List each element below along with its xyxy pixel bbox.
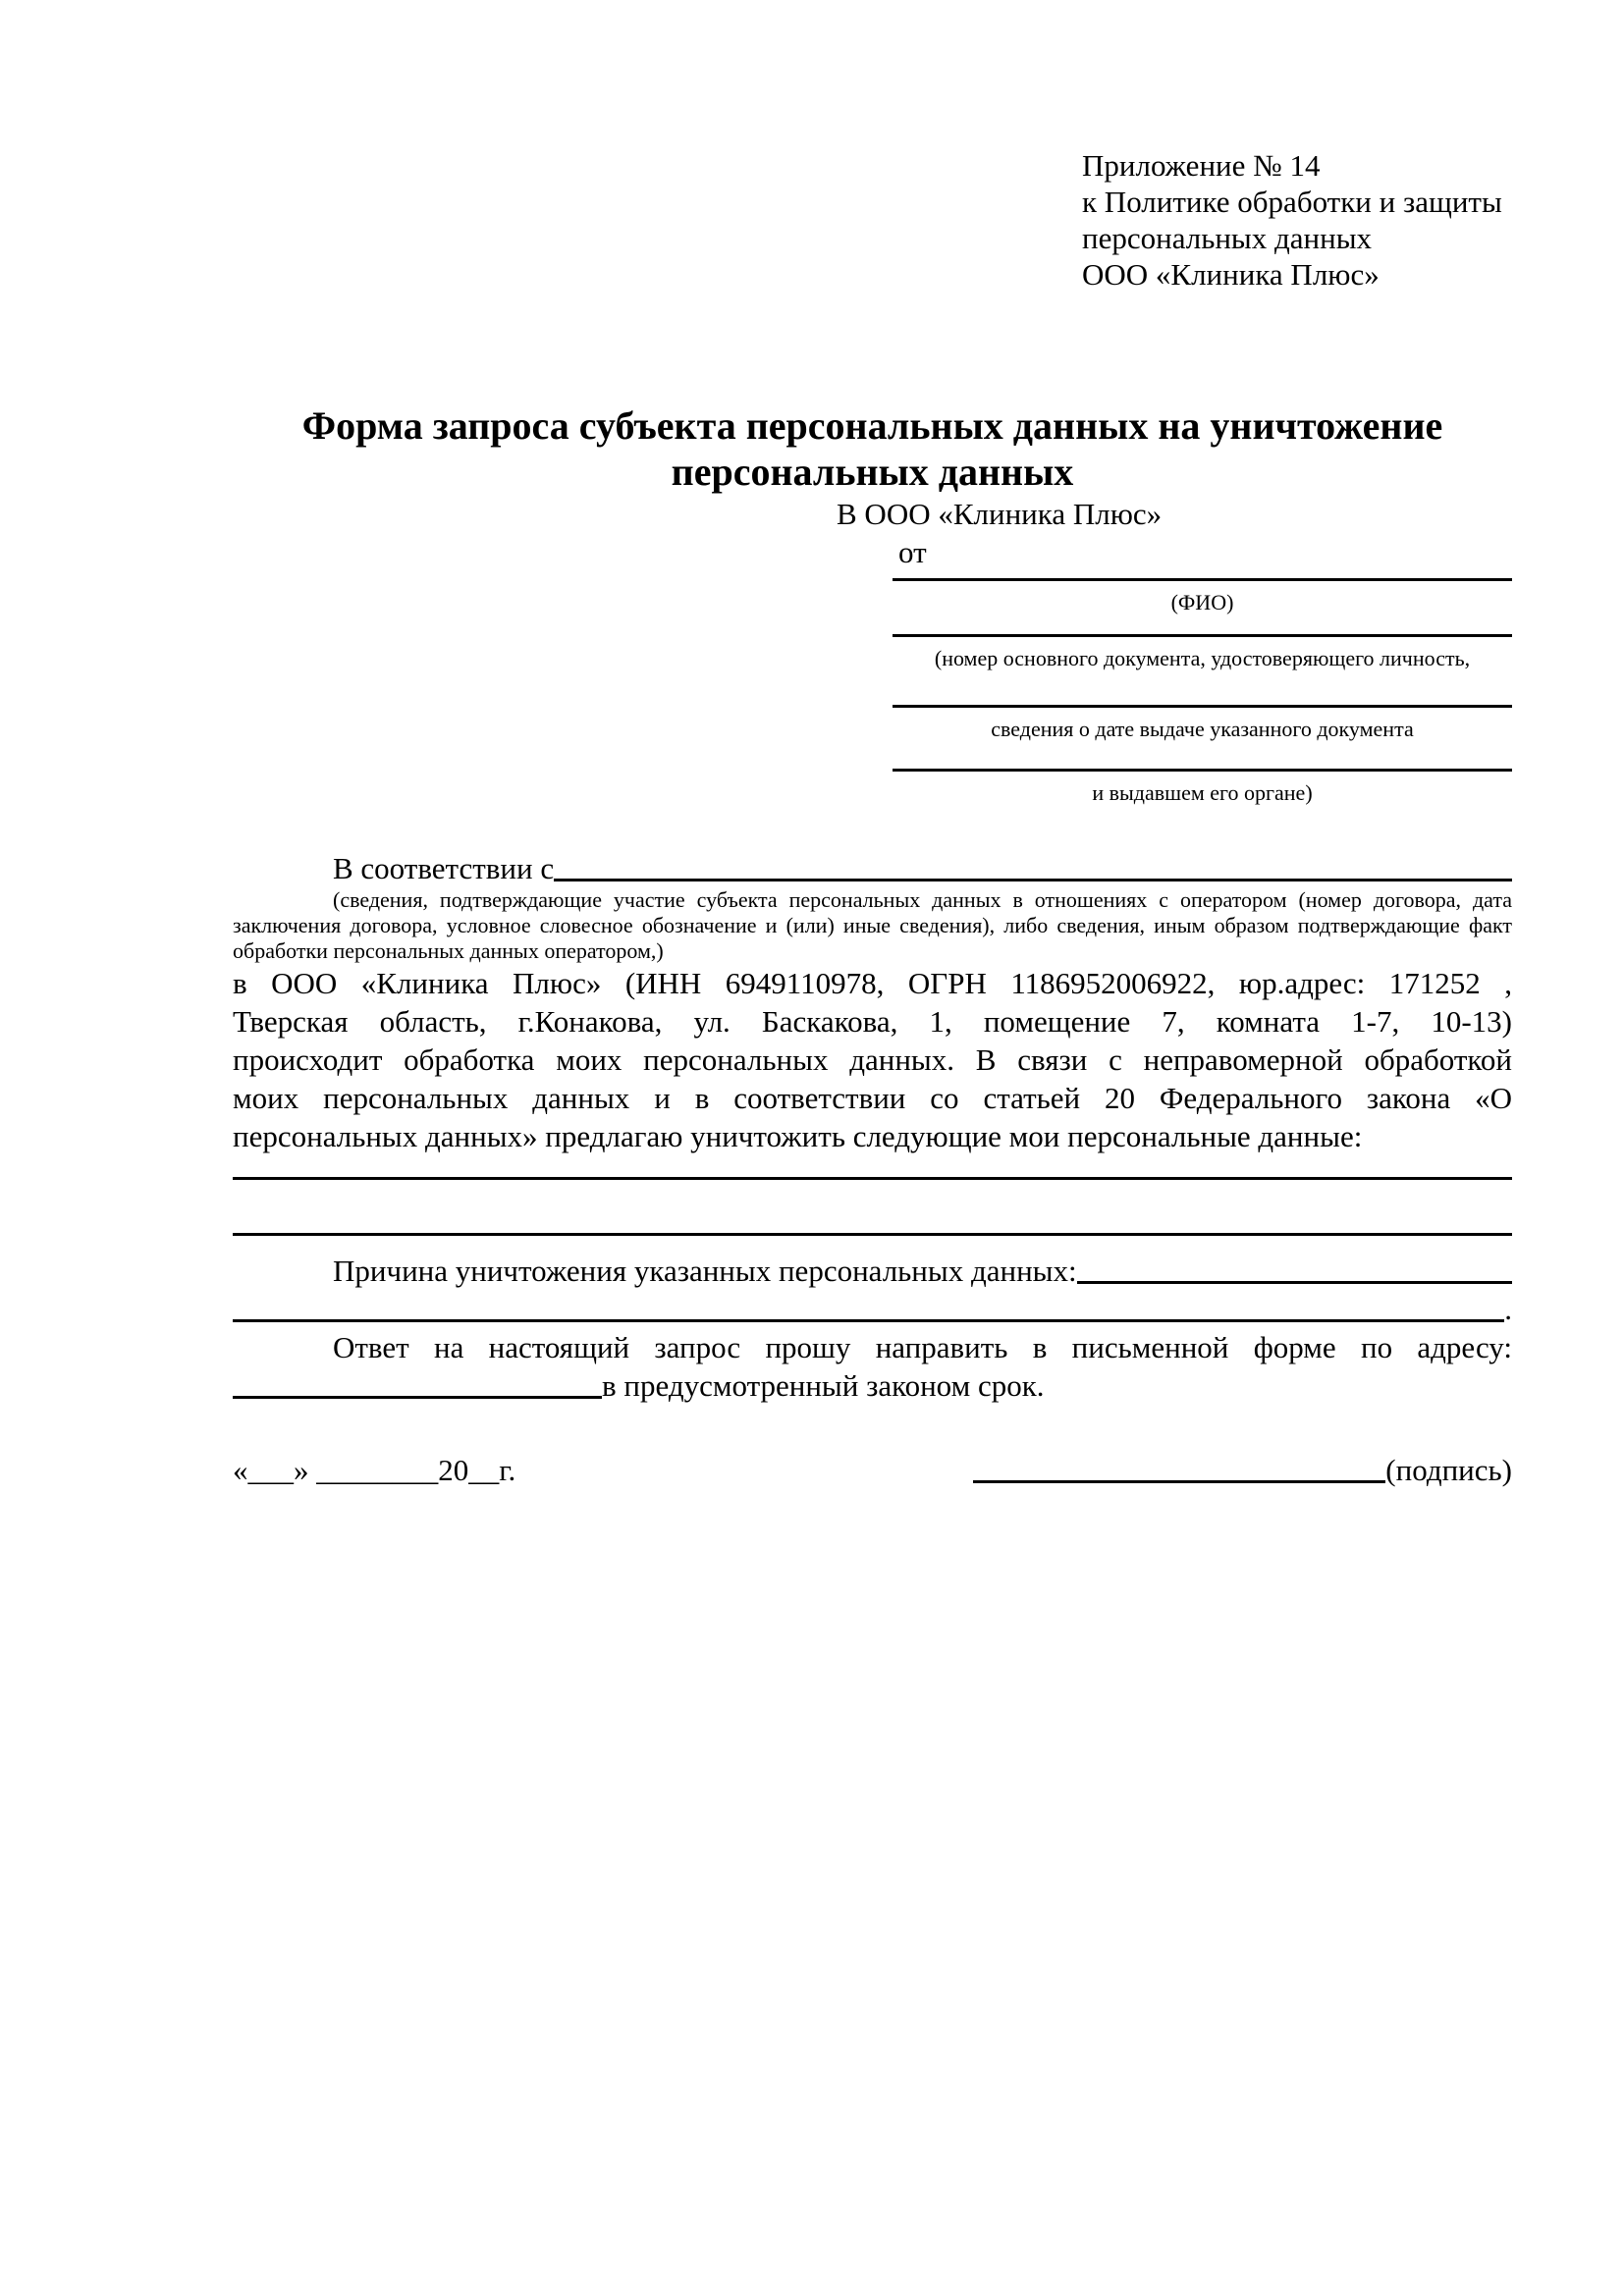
answer-request-line: Ответ на настоящий запрос прошу направить в письменной форме по адресу:	[333, 1330, 1512, 1364]
reason-label: Причина уничтожения указанных персональных данных:	[333, 1254, 1077, 1288]
address-field-line[interactable]	[233, 1366, 602, 1399]
appendix-line-2: к Политике обработки и защиты	[1082, 185, 1502, 219]
addressee-line: В ООО «Клиника Плюс»	[837, 497, 1163, 531]
reason-field-line-2[interactable]	[233, 1290, 1504, 1322]
issue-date-caption: сведения о дате выдаче указанного документа	[991, 717, 1414, 741]
issuing-authority-caption: и выдавшем его органе)	[1092, 780, 1313, 805]
reason-row	[233, 1252, 1512, 1290]
title-line-2: персональных данных	[671, 450, 1074, 494]
answer-address-row	[233, 1366, 1512, 1405]
body-paragraph	[233, 964, 1512, 1155]
fio-field-line[interactable]	[893, 578, 1512, 615]
date-signature-row	[233, 1451, 1512, 1489]
body-line-1: в ООО «Клиника Плюс» (ИНН 6949110978, ОГРН 1186952006922, юр.адрес: 171252 ,	[233, 966, 1512, 1000]
reason-terminator: .	[1504, 1292, 1512, 1326]
fine-print-note	[233, 887, 1512, 964]
signature-group	[973, 1451, 1512, 1489]
document-title	[233, 402, 1512, 495]
document-number-caption: (номер основного документа, удостоверяющего личность,	[934, 646, 1471, 670]
document-number-field-line[interactable]	[893, 634, 1512, 671]
accordance-row	[233, 849, 1512, 887]
applicant-fill-block	[893, 578, 1512, 806]
body-line-5: персональных данных» предлагаю уничтожить следующие мои персональные данные:	[233, 1119, 1363, 1153]
accordance-field-line[interactable]	[554, 849, 1512, 881]
issue-date-field-line[interactable]	[893, 705, 1512, 742]
answer-term-text: в предусмотренный законом срок.	[602, 1368, 1045, 1403]
title-line-1: Форма запроса субъекта персональных данных на уничтожение	[301, 403, 1443, 448]
reason-field-line-1[interactable]	[1077, 1252, 1512, 1284]
issuing-authority-field-line[interactable]	[893, 769, 1512, 806]
from-label: от	[898, 535, 927, 569]
appendix-line-1: Приложение № 14	[1082, 148, 1321, 183]
fine-print-line-3: обработки персональных данных оператором,)	[233, 938, 664, 963]
fine-print-line-2: заключения договора, условное словесное обозначение и (или) иные сведения), либо сведения, иным образом подтверждающие факт	[233, 913, 1512, 937]
appendix-line-4: ООО «Клиника Плюс»	[1082, 257, 1380, 292]
personal-data-field-line-2[interactable]	[233, 1180, 1512, 1236]
body-line-2: Тверская область, г.Конакова, ул. Баскакова, 1, помещение 7, комната 1-7, 10-13)	[233, 1004, 1512, 1039]
appendix-line-3: персональных данных	[1082, 221, 1373, 255]
accordance-label: В соответствии с	[333, 851, 555, 885]
fine-print-line-1: (сведения, подтверждающие участие субъекта персональных данных в отношениях с оператором (номер договора, дата	[333, 887, 1512, 912]
body-line-4: моих персональных данных и в соответствии со статьей 20 Федерального закона «О	[233, 1081, 1512, 1115]
signature-field-line[interactable]	[973, 1451, 1385, 1483]
personal-data-field-line-1[interactable]	[233, 1155, 1512, 1180]
reason-continuation-row	[233, 1290, 1512, 1328]
fio-caption: (ФИО)	[1170, 590, 1234, 614]
appendix-block	[1082, 147, 1512, 293]
date-blank[interactable]: «___» ________20__г.	[233, 1453, 516, 1487]
body-line-3: происходит обработка моих персональных данных. В связи с неправомерной обработкой	[233, 1042, 1512, 1077]
signature-caption: (подпись)	[1385, 1453, 1512, 1487]
